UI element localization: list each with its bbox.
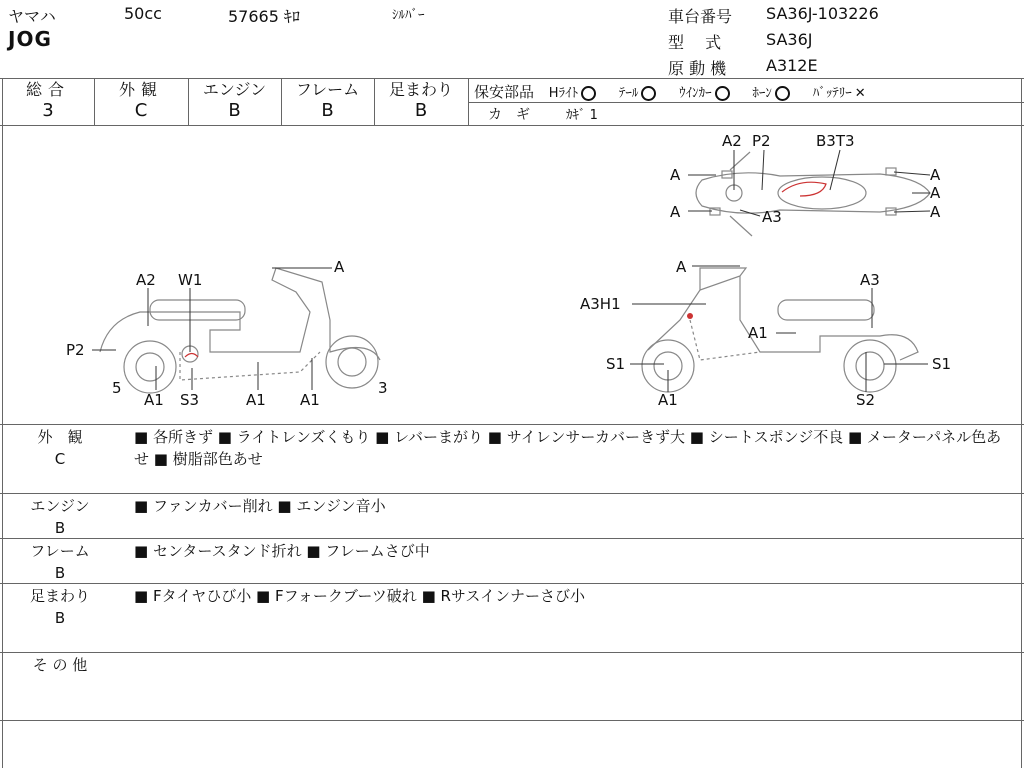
frame-no-label: 車台番号 xyxy=(668,7,733,26)
grade-label: 足まわり xyxy=(388,80,453,99)
section-other-label: そ の 他 xyxy=(32,656,88,674)
mileage: 57665 ｷﾛ xyxy=(228,7,300,26)
section-grade: B xyxy=(54,519,66,537)
frame-no: SA36J-103226 xyxy=(766,4,879,23)
section-exterior-label: 外 観 C xyxy=(0,426,120,470)
diagram-label: A xyxy=(676,258,687,276)
diagram-label: A xyxy=(930,184,941,202)
ok-circle-icon xyxy=(641,86,656,101)
section-suspension-text: ■ Fタイヤひび小 ■ Fフォークブーツ破れ ■ Rサスインナーさび小 xyxy=(134,587,586,605)
section-grade: C xyxy=(54,450,66,468)
diagram-label: A1 xyxy=(748,324,768,342)
diagram-label: 3 xyxy=(378,379,388,397)
grade-value: B xyxy=(414,100,428,121)
diagram-label: A3 xyxy=(762,208,782,226)
diagram-label: B3T3 xyxy=(816,132,855,150)
engine-value: A312E xyxy=(766,56,818,75)
grade-label: 総合 xyxy=(25,80,70,99)
diagram-label: A xyxy=(930,203,941,221)
damage-diagram xyxy=(0,126,1024,424)
ok-circle-icon xyxy=(581,86,596,101)
type-value: SA36J xyxy=(766,30,813,49)
key-label: カ ギ xyxy=(488,107,530,123)
grade-exterior xyxy=(94,80,188,122)
section-grade: B xyxy=(54,609,66,627)
ng-x-icon: ✕ xyxy=(854,86,866,101)
grade-frame xyxy=(281,80,374,122)
maker: ヤマハ xyxy=(8,7,56,26)
diagram-label: P2 xyxy=(752,132,771,150)
grade-suspension xyxy=(374,80,468,122)
diagram-label: A xyxy=(670,166,681,184)
grade-label: フレーム xyxy=(295,80,360,99)
safety-item-horn: ﾎｰﾝ xyxy=(752,86,796,101)
safety-parts-row xyxy=(474,81,866,102)
diagram-label: A xyxy=(334,258,345,276)
model-name: JOG xyxy=(8,27,52,51)
diagram-label: A1 xyxy=(144,391,164,409)
safety-item-battery: ﾊﾞｯﾃﾘｰ ✕ xyxy=(812,86,866,101)
engine-label: 原 動 機 xyxy=(668,59,727,78)
ok-circle-icon xyxy=(715,86,730,101)
diagram-label: A3H1 xyxy=(580,295,621,313)
diagram-label: A2 xyxy=(136,271,156,289)
type-label: 型 式 xyxy=(668,33,722,52)
diagram-label: A3 xyxy=(860,271,880,289)
diagram-label: S3 xyxy=(180,391,200,409)
grade-value: B xyxy=(321,100,334,121)
grade-value: B xyxy=(228,100,241,121)
grade-overall xyxy=(2,80,94,122)
grade-value: C xyxy=(134,100,148,121)
section-suspension-label: 足まわり B xyxy=(0,585,120,629)
diagram-label: A1 xyxy=(300,391,320,409)
safety-item-taillight: ﾃｰﾙ xyxy=(619,86,663,101)
diagram-label: A1 xyxy=(246,391,266,409)
diagram-label: A xyxy=(670,203,681,221)
displacement: 50cc xyxy=(124,4,162,23)
diagram-label: S2 xyxy=(856,391,876,409)
diagram-label: A1 xyxy=(658,391,678,409)
diagram-label: A2 xyxy=(722,132,742,150)
grade-label: エンジン xyxy=(202,80,267,99)
body-color: ｼﾙﾊﾞｰ xyxy=(392,8,425,23)
section-exterior-text: ■ 各所きず ■ ライトレンズくもり ■ レバーまがり ■ サイレンサーカバーきず大 ■ シートスポンジ不良 ■ メーターパネル色あせ ■ 樹脂部色あせ xyxy=(134,428,1002,468)
diagram-label: S1 xyxy=(932,355,952,373)
section-frame-text: ■ センタースタンド折れ ■ フレームさび中 xyxy=(134,542,430,560)
diagram-label: 5 xyxy=(112,379,122,397)
safety-item-winker: ｳｲﾝｶｰ xyxy=(679,86,736,101)
key-value: ｶｷﾞ 1 xyxy=(566,108,598,123)
grade-label: 外観 xyxy=(118,80,163,99)
diagram-label: S1 xyxy=(606,355,626,373)
diagram-label: P2 xyxy=(66,341,85,359)
diagram-label: W1 xyxy=(178,271,203,289)
diagram-label: A xyxy=(930,166,941,184)
section-grade: B xyxy=(54,564,66,582)
section-engine-text: ■ ファンカバー削れ ■ エンジン音小 xyxy=(134,497,386,515)
safety-label: 保安部品 xyxy=(474,83,535,101)
section-engine-label: エンジン B xyxy=(0,495,120,539)
grade-value: 3 xyxy=(42,100,54,121)
grade-engine xyxy=(188,80,281,122)
section-frame-label: フレーム B xyxy=(0,540,120,584)
safety-item-headlight: Hﾗｲﾄ xyxy=(549,86,602,101)
ok-circle-icon xyxy=(775,86,790,101)
